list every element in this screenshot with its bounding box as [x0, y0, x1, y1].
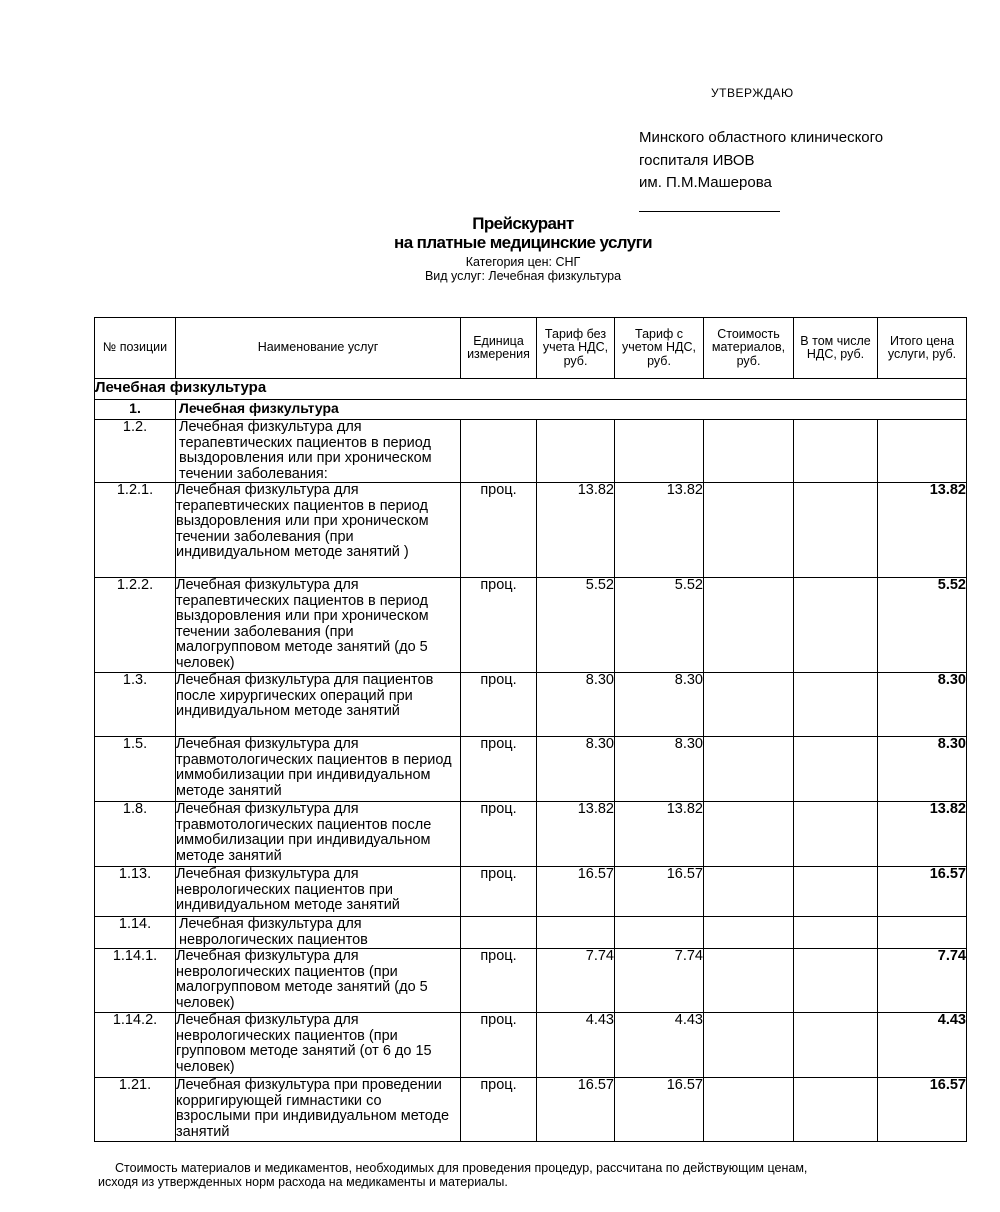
subsection-number: 1.	[95, 400, 176, 420]
footnote-line: Стоимость материалов и медикаментов, необходимых для проведения процедур, рассчитана по действующим ценам,	[115, 1161, 808, 1175]
total-price-cell: 16.57	[878, 1078, 967, 1142]
unit-cell: проц.	[461, 802, 537, 867]
total-price-cell: 4.43	[878, 1013, 967, 1078]
table-row	[95, 1013, 967, 1078]
position-number: 1.2.2.	[95, 578, 176, 673]
footnote-line: исходя из утвержденных норм расхода на медикаменты и материалы.	[98, 1175, 508, 1189]
unit-cell: проц.	[461, 867, 537, 917]
materials-cost-cell	[704, 949, 794, 1013]
header-unit: Единица измерения	[461, 318, 537, 379]
total-price-cell: 5.52	[878, 578, 967, 673]
document-title-block	[300, 214, 746, 283]
unit-cell: проц.	[461, 673, 537, 737]
service-name: Лечебная физкультура при проведении корригирующей гимнастики со взрослыми при индивидуальном методе занятий	[176, 1078, 461, 1142]
price-category: Категория цен: СНГ	[465, 255, 581, 269]
tariff-with-vat-cell: 13.82	[615, 483, 704, 578]
tariff-with-vat-cell: 8.30	[615, 673, 704, 737]
table-row	[95, 420, 967, 483]
unit-cell: проц.	[461, 949, 537, 1013]
position-number: 1.13.	[95, 867, 176, 917]
tariff-no-vat-cell: 16.57	[537, 867, 615, 917]
tariff-no-vat-cell: 16.57	[537, 1078, 615, 1142]
tariff-with-vat-cell: 5.52	[615, 578, 704, 673]
incl-vat-cell	[794, 673, 878, 737]
footnote	[98, 1161, 978, 1189]
section-title: Лечебная физкультура	[95, 379, 967, 400]
approval-label: УТВЕРЖДАЮ	[711, 86, 794, 100]
total-price-cell: 8.30	[878, 673, 967, 737]
section-row	[95, 379, 967, 400]
position-number: 1.21.	[95, 1078, 176, 1142]
unit-cell: проц.	[461, 483, 537, 578]
organization-line: госпиталя ИВОВ	[639, 151, 755, 169]
incl-vat-cell	[794, 483, 878, 578]
tariff-with-vat-cell: 8.30	[615, 737, 704, 802]
materials-cost-cell	[704, 867, 794, 917]
incl-vat-cell	[794, 802, 878, 867]
total-price-cell	[878, 420, 967, 483]
tariff-with-vat-cell: 13.82	[615, 802, 704, 867]
service-name: Лечебная физкультура для терапевтических пациентов в период выздоровления или при хроническом течении заболевания (при малогрупповом методе занятий (до 5 человек)	[176, 578, 461, 673]
tariff-with-vat-cell: 7.74	[615, 949, 704, 1013]
materials-cost-cell	[704, 483, 794, 578]
table-header-row	[95, 318, 967, 379]
table-row	[95, 1078, 967, 1142]
tariff-no-vat-cell: 4.43	[537, 1013, 615, 1078]
total-price-cell: 13.82	[878, 483, 967, 578]
header-tariff-no-vat: Тариф без учета НДС, руб.	[537, 318, 615, 379]
position-number: 1.5.	[95, 737, 176, 802]
total-price-cell: 16.57	[878, 867, 967, 917]
total-price-cell: 13.82	[878, 802, 967, 867]
table-row	[95, 949, 967, 1013]
materials-cost-cell	[704, 917, 794, 949]
materials-cost-cell	[704, 578, 794, 673]
tariff-no-vat-cell: 8.30	[537, 737, 615, 802]
header-service-name: Наименование услуг	[176, 318, 461, 379]
document-subtitle: на платные медицинские услуги	[394, 233, 652, 252]
tariff-with-vat-cell: 16.57	[615, 867, 704, 917]
position-number: 1.14.1.	[95, 949, 176, 1013]
tariff-with-vat-cell	[615, 420, 704, 483]
header-position-no: № позиции	[95, 318, 176, 379]
unit-cell	[461, 917, 537, 949]
header-total-price: Итого цена услуги, руб.	[878, 318, 967, 379]
position-number: 1.14.2.	[95, 1013, 176, 1078]
total-price-cell	[878, 917, 967, 949]
service-name: Лечебная физкультура для травмотологических пациентов после иммобилизации при индивидуальном методе занятий	[176, 802, 461, 867]
service-name: Лечебная физкультура для пациентов после хирургических операций при индивидуальном методе занятий	[176, 673, 461, 737]
tariff-no-vat-cell: 5.52	[537, 578, 615, 673]
tariff-with-vat-cell	[615, 917, 704, 949]
materials-cost-cell	[704, 737, 794, 802]
materials-cost-cell	[704, 1013, 794, 1078]
incl-vat-cell	[794, 949, 878, 1013]
service-name: Лечебная физкультура для терапевтических пациентов в период выздоровления или при хроническом течении заболевания (при индивидуальном методе занятий )	[176, 483, 461, 578]
materials-cost-cell	[704, 420, 794, 483]
incl-vat-cell	[794, 578, 878, 673]
unit-cell: проц.	[461, 578, 537, 673]
table-row	[95, 802, 967, 867]
organization-line: им. П.М.Машерова	[639, 174, 772, 191]
table-row	[95, 483, 967, 578]
signature-line	[639, 211, 780, 212]
position-number: 1.2.	[95, 420, 176, 483]
tariff-no-vat-cell	[537, 420, 615, 483]
tariff-with-vat-cell: 4.43	[615, 1013, 704, 1078]
table-row	[95, 917, 967, 949]
tariff-no-vat-cell: 8.30	[537, 673, 615, 737]
unit-cell: проц.	[461, 1013, 537, 1078]
service-name: Лечебная физкультура для неврологических пациентов (при групповом методе занятий (от 6 до 15 человек)	[176, 1013, 461, 1078]
unit-cell: проц.	[461, 737, 537, 802]
tariff-no-vat-cell: 13.82	[537, 802, 615, 867]
materials-cost-cell	[704, 1078, 794, 1142]
table-row	[95, 867, 967, 917]
service-name: Лечебная физкультура для неврологических пациентов	[176, 917, 461, 949]
service-name: Лечебная физкультура для травмотологических пациентов в период иммобилизации при индивидуальном методе занятий	[176, 737, 461, 802]
unit-cell	[461, 420, 537, 483]
materials-cost-cell	[704, 673, 794, 737]
tariff-with-vat-cell: 16.57	[615, 1078, 704, 1142]
subsection-title: Лечебная физкультура	[176, 400, 967, 420]
header-incl-vat: В том числе НДС, руб.	[794, 318, 878, 379]
service-name: Лечебная физкультура для терапевтических пациентов в период выздоровления или при хроническом течении заболевания:	[176, 420, 461, 483]
header-tariff-with-vat: Тариф с учетом НДС, руб.	[615, 318, 704, 379]
incl-vat-cell	[794, 737, 878, 802]
service-name: Лечебная физкультура для неврологических пациентов (при малогрупповом методе занятий (до 5 человек)	[176, 949, 461, 1013]
tariff-no-vat-cell: 7.74	[537, 949, 615, 1013]
position-number: 1.14.	[95, 917, 176, 949]
total-price-cell: 8.30	[878, 737, 967, 802]
table-row	[95, 737, 967, 802]
incl-vat-cell	[794, 917, 878, 949]
incl-vat-cell	[794, 1013, 878, 1078]
materials-cost-cell	[704, 802, 794, 867]
organization-line: Минского областного клинического	[639, 129, 884, 146]
header-materials-cost: Стоимость материалов, руб.	[704, 318, 794, 379]
price-list-table	[94, 317, 967, 1142]
incl-vat-cell	[794, 420, 878, 483]
service-name: Лечебная физкультура для неврологических пациентов при индивидуальном методе занятий	[176, 867, 461, 917]
total-price-cell: 7.74	[878, 949, 967, 1013]
table-row	[95, 578, 967, 673]
position-number: 1.2.1.	[95, 483, 176, 578]
tariff-no-vat-cell	[537, 917, 615, 949]
tariff-no-vat-cell: 13.82	[537, 483, 615, 578]
position-number: 1.3.	[95, 673, 176, 737]
organization-name	[639, 127, 883, 195]
incl-vat-cell	[794, 1078, 878, 1142]
incl-vat-cell	[794, 867, 878, 917]
document-title: Прейскурант	[472, 214, 574, 233]
table-row	[95, 673, 967, 737]
subsection-row	[95, 400, 967, 420]
service-type: Вид услуг: Лечебная физкультура	[424, 269, 622, 283]
unit-cell: проц.	[461, 1078, 537, 1142]
position-number: 1.8.	[95, 802, 176, 867]
